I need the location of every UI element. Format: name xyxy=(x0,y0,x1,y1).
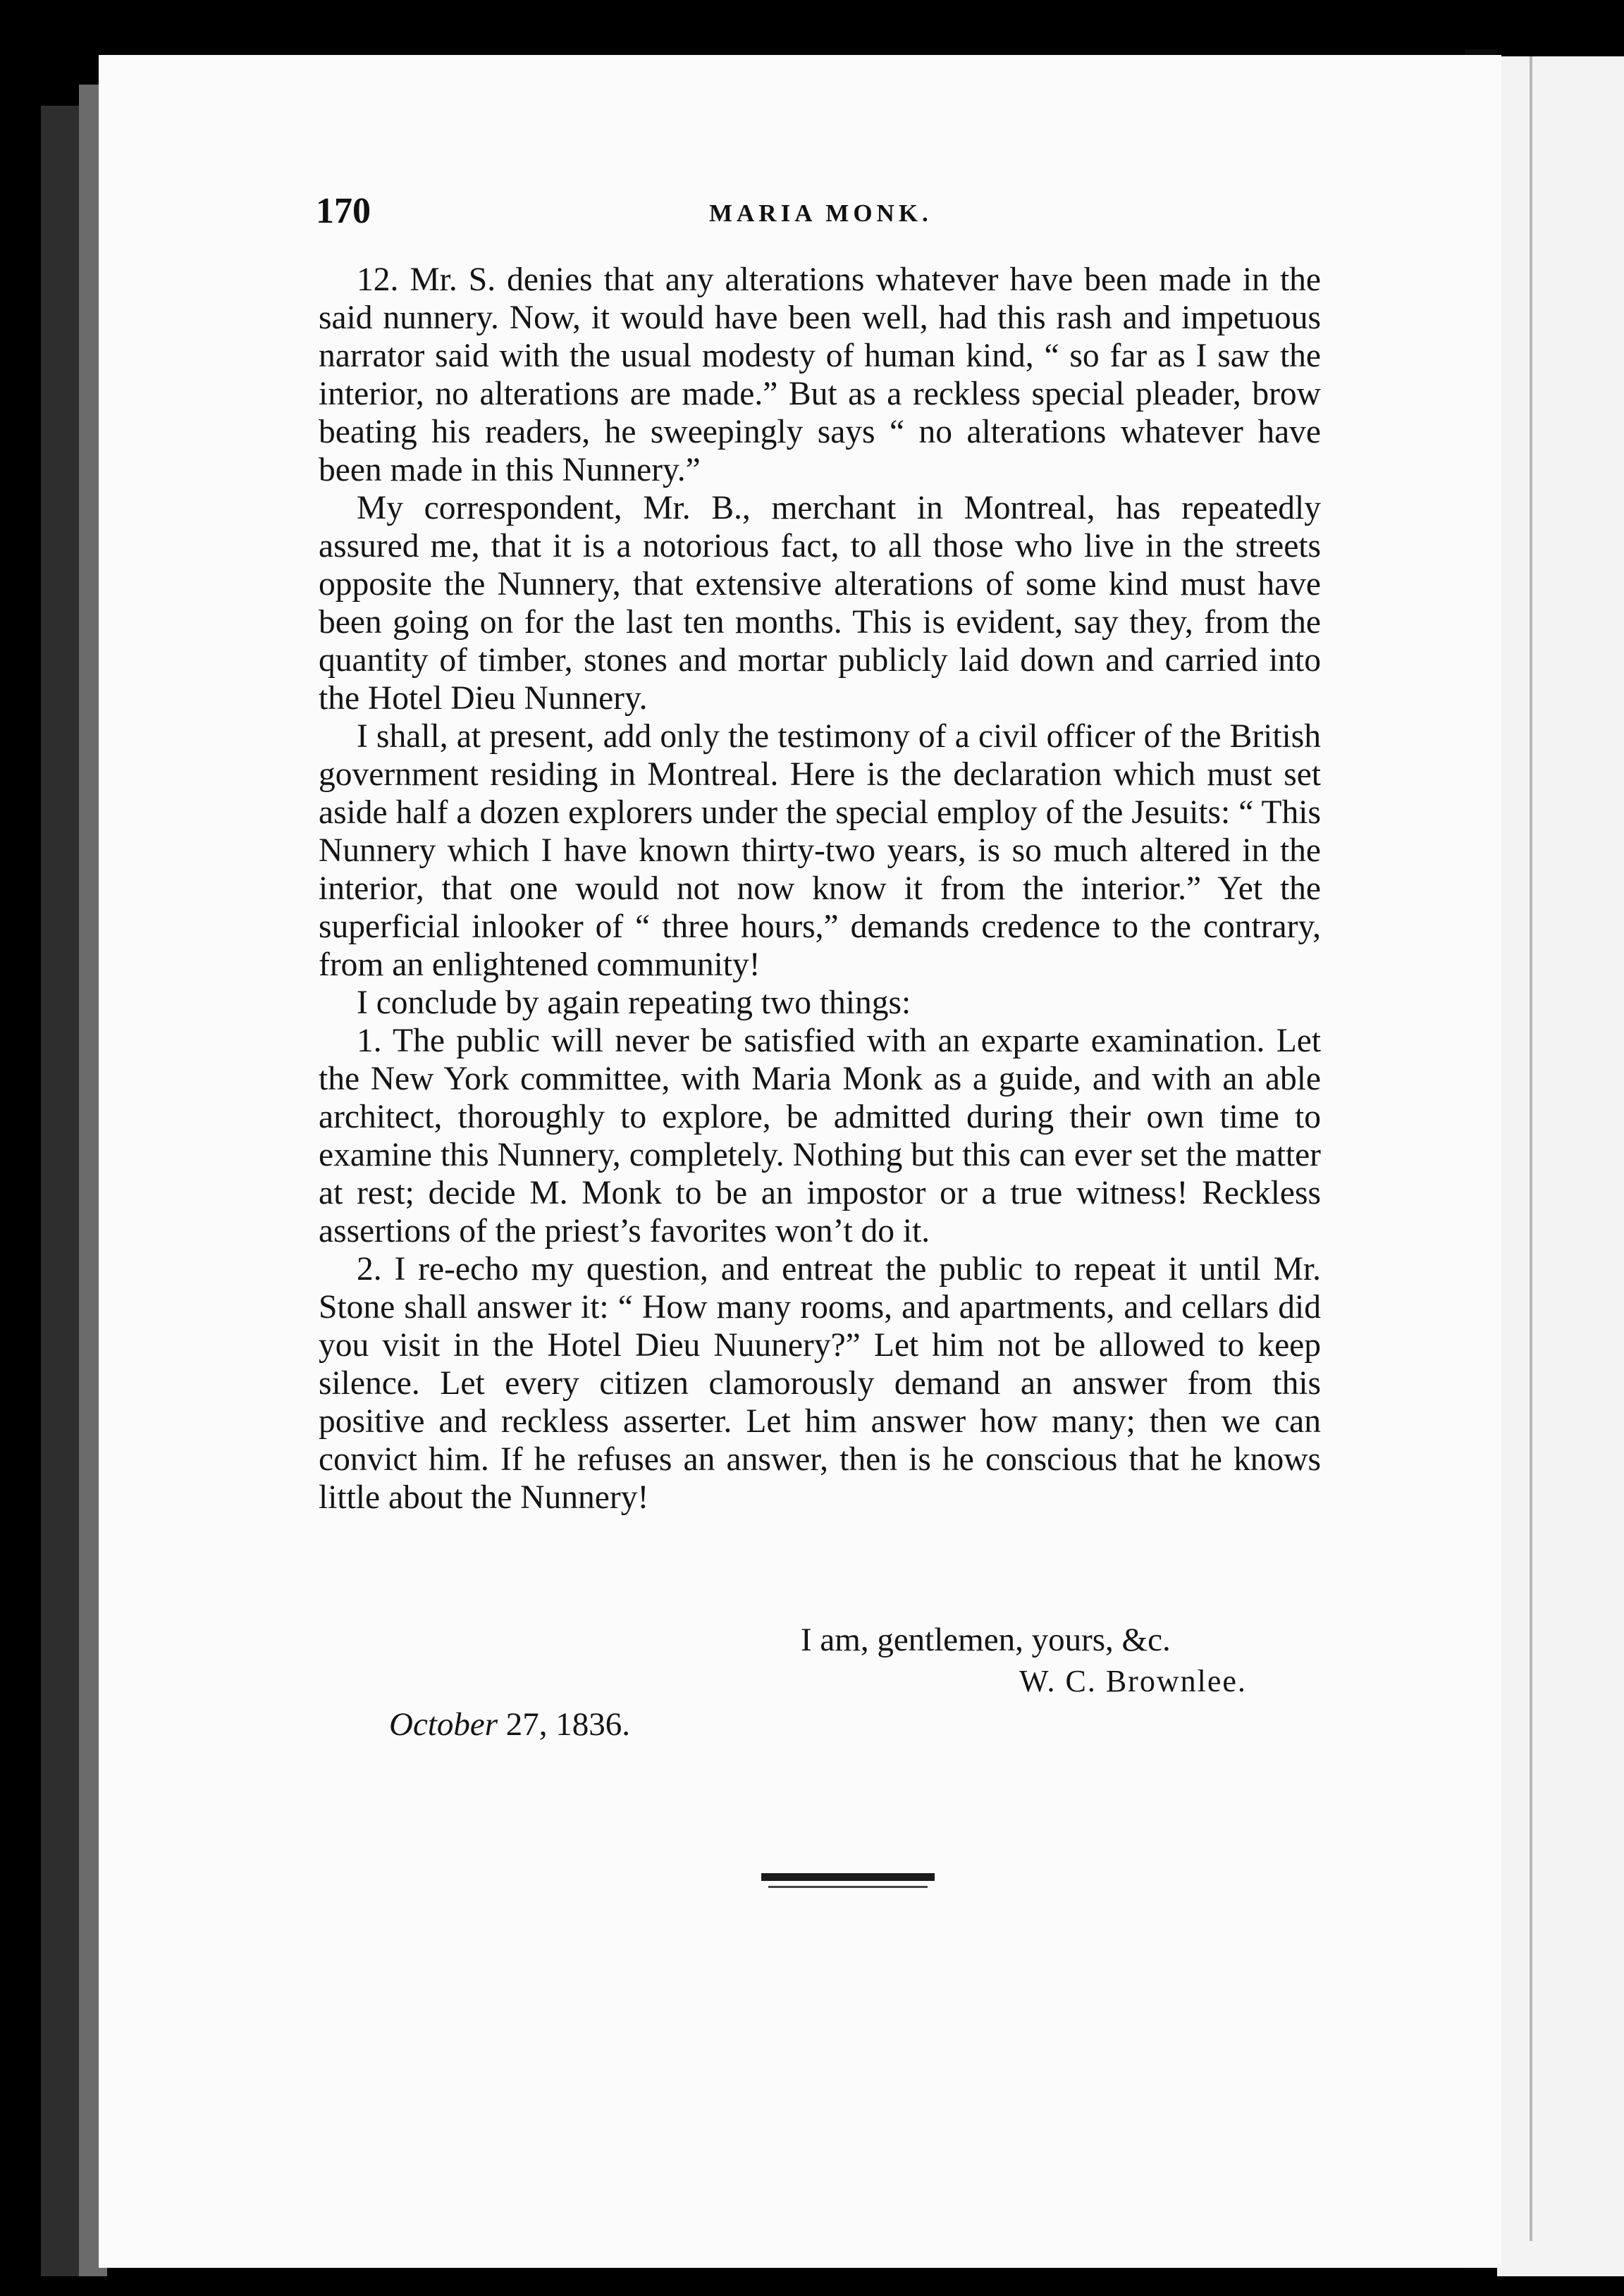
end-rule xyxy=(761,1873,935,1881)
paragraph-12: 12. Mr. S. denies that any alterations whatever have been made in the said nunnery. Now, it would have been well, had this rash and impetuous narrator said with the usual modesty of human kind, “ so far as I saw the interior, no alterations are made.” But as a reckless special pleader, brow beating his readers, he sweepingly says “ no alterations whatever have been made in this Nunnery.” xyxy=(319,261,1321,488)
facing-page-edge xyxy=(1497,56,1624,2276)
closing-salutation: I am, gentlemen, yours, &c. xyxy=(801,1622,1171,1658)
paragraph-point-2: 2. I re-echo my question, and entreat the public to repeat it until Mr. Stone shall answer it: “ How many rooms, and apartments, and cellars did you visit in the Hotel Dieu Nuunery?” Let him not be allowed to keep silence. Let every citizen clamorously demand an answer from this positive and reckless asserter. Let him answer how many; then we can convict him. If he refuses an answer, then is he conscious that he knows little about the Nunnery! xyxy=(319,1251,1321,1516)
author-signature: W. C. Brownlee. xyxy=(1019,1664,1247,1698)
page-number: 170 xyxy=(316,191,371,231)
paragraph-point-1: 1. The public will never be satisfied with an exparte examination. Let the New York committee, with Maria Monk as a guide, and with an able architect, thoroughly to explore, be admitted during their own time to examine this Nunnery, completely. Nothing but this can ever set the matter at rest; decide M. Monk to be an impostor or a true witness! Reckless assertions of the priest’s favorites won’t do it. xyxy=(319,1023,1321,1249)
date-month: October xyxy=(389,1706,498,1743)
paragraph-conclude: I conclude by again repeating two things: xyxy=(357,985,911,1021)
body-text xyxy=(319,261,1321,1517)
paragraph-correspondent: My correspondent, Mr. B., merchant in Montreal, has repeatedly assured me, that it is a notorious fact, to all those who live in the streets opposite the Nunnery, that extensive alterations of some kind must have been going on for the last ten months. This is evident, say they, from the quantity of timber, stones and mortar publicly laid down and carried into the Hotel Dieu Nunnery. xyxy=(319,490,1321,717)
paragraph-testimony: I shall, at present, add only the testimony of a civil officer of the British government residing in Montreal. Here is the declaration which must set aside half a dozen explorers under the special employ of the Jesuits: “ This Nunnery which I have known thirty-two years, is so much altered in the interior, that one would not now know it from the interior.” Yet the superficial inlooker of “ three hours,” demands credence to the contrary, from an enlightened community! xyxy=(319,718,1321,983)
running-head: MARIA MONK. xyxy=(709,199,933,227)
facing-page-line xyxy=(1530,56,1532,2241)
date-day-year: 27, 1836. xyxy=(498,1706,631,1743)
letter-date xyxy=(389,1705,630,1743)
end-rule-thin xyxy=(768,1886,928,1888)
